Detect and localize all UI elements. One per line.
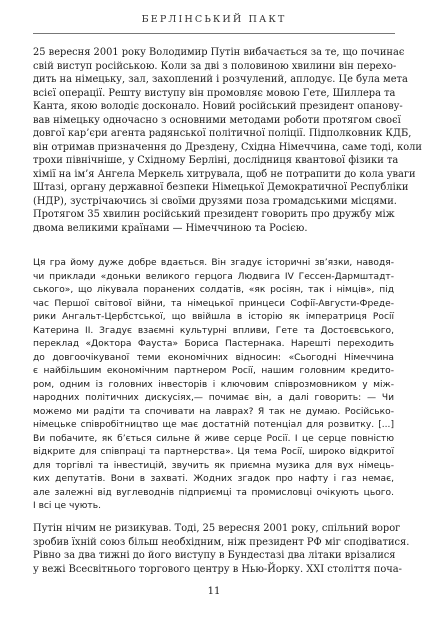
text-line: для торгівлі та інвестицій, звучить як приємна музика для вух німець- bbox=[33, 460, 394, 471]
text-line: вав німецьку одночасно з основними методами роботи протягом своєї bbox=[33, 114, 401, 126]
text-line: ського», що лікувала поранених солдатів, «як росіян, так і німців», під bbox=[33, 285, 394, 295]
text-line: переклад «Доктора Фауста» Бориса Пастернака. Нарешті переходить bbox=[33, 339, 394, 349]
text-line: трохи північніше, у Східному Берліні, дослідниця квантової фізики та bbox=[33, 155, 399, 166]
text-line: Канта, якою володіє досконало. Новий російський президент опанову- bbox=[33, 101, 403, 112]
text-line: довгої кар’єри агента радянської політичної поліції. Підполковник КДБ, bbox=[33, 128, 412, 139]
header-rule bbox=[33, 33, 395, 34]
text-line: І всі це чують. bbox=[33, 501, 101, 511]
paragraph-1 bbox=[33, 46, 422, 235]
text-line: Протягом 35 хвилин російський президент говорить про дружбу між bbox=[33, 209, 395, 220]
text-line: він отримав призначення до Дрездену, Східна Німеччина, саме тоді, коли bbox=[33, 141, 422, 153]
text-line: Рівно за два тижні до його виступу в Бундестазі два літаки врізалися bbox=[33, 550, 396, 561]
text-line: хімії на ім’я Ангела Меркель хитрувала, щоб не потрапити до кола уваги bbox=[33, 168, 416, 180]
text-line: рики Ангальт-Цербстської, що ввійшла в історію як імператриця Росії bbox=[33, 312, 394, 322]
text-line: зробив їхній союз більш необхідним, ніж президент РФ міг сподіватися. bbox=[33, 536, 410, 548]
text-line: у вежі Всесвітнього торгового центру в Нью-Йорку. XXI століття поча- bbox=[33, 563, 402, 575]
text-line: Ця гра йому дуже добре вдається. Він згадує історичні зв’язки, наводя- bbox=[33, 258, 394, 268]
paragraph-3 bbox=[33, 522, 410, 576]
running-header: БЕРЛІНСЬКИЙ ПАКТ bbox=[141, 14, 287, 25]
text-line: Путін нічим не ризикував. Тоді, 25 вересня 2001 року, спільний ворог bbox=[33, 523, 401, 534]
text-line: німецьке співробітництво ще має достатній потенціал для розвитку. [...] bbox=[33, 420, 394, 430]
text-line: Катерина II. Згадує взаємні культурні впливи, Гете та Достоєвського, bbox=[33, 325, 394, 336]
page-number: 11 bbox=[207, 586, 221, 597]
text-line: є найбільшим економічним партнером Росії, нашим головним кредито- bbox=[33, 366, 394, 376]
text-line: свій виступ російською. Коли за дві з половиною хвилини він перехо- bbox=[33, 60, 397, 72]
text-line: народних політичних дискусіях,— почимає він, а далі говорить: — Чи bbox=[33, 393, 394, 403]
text-line: але залежні від вуглеводнів підприємці та промисловці очікують цього. bbox=[33, 487, 394, 498]
text-line: ром, одним із головних інвесторів і ключовим співрозмовником у між- bbox=[33, 379, 394, 390]
paragraph-2 bbox=[33, 257, 394, 514]
text-line: час Першої світової війни, та німецької принцеси Софії-Августи-Фреде- bbox=[33, 298, 394, 309]
text-line: всієї операції. Решту виступу він промовляє мовою Гете, Шиллера та bbox=[33, 87, 396, 99]
text-line: ких депутатів. Вони в захваті. Жодних згадок про нафту і газ немає, bbox=[33, 474, 394, 484]
text-line: можемо ми радіти та спочивати на лаврах? Я так не думаю. Російсько- bbox=[33, 406, 394, 417]
text-line: Ви побачите, як б’ється сильне й живе серце Росії. І це серце повністю bbox=[33, 433, 394, 444]
text-line: (НДР), зустрічаючись зі своїми друзями поза громадськими місцями. bbox=[33, 195, 397, 207]
text-line: дить на німецьку, зал, захоплений і розчулений, аплодує. Це була мета bbox=[33, 74, 408, 85]
text-line: до довгоочікуваної теми економічних відносин: «Сьогодні Німеччина bbox=[33, 352, 394, 363]
text-line: чи приклади «доньки великого герцога Людвига IV Гессен-Дармштадт- bbox=[33, 271, 394, 282]
text-line: двома великими країнами — Німеччиною та Росією. bbox=[33, 222, 308, 234]
text-line: відкрите для співпраці та партнерства». Ця тема Росії, широко відкритої bbox=[33, 447, 394, 457]
text-line: 25 вересня 2001 року Володимир Путін вибачається за те, що починає bbox=[33, 47, 405, 58]
text-line: Штазі, органу державної безпеки Німецької Демократичної Республіки bbox=[33, 182, 409, 193]
